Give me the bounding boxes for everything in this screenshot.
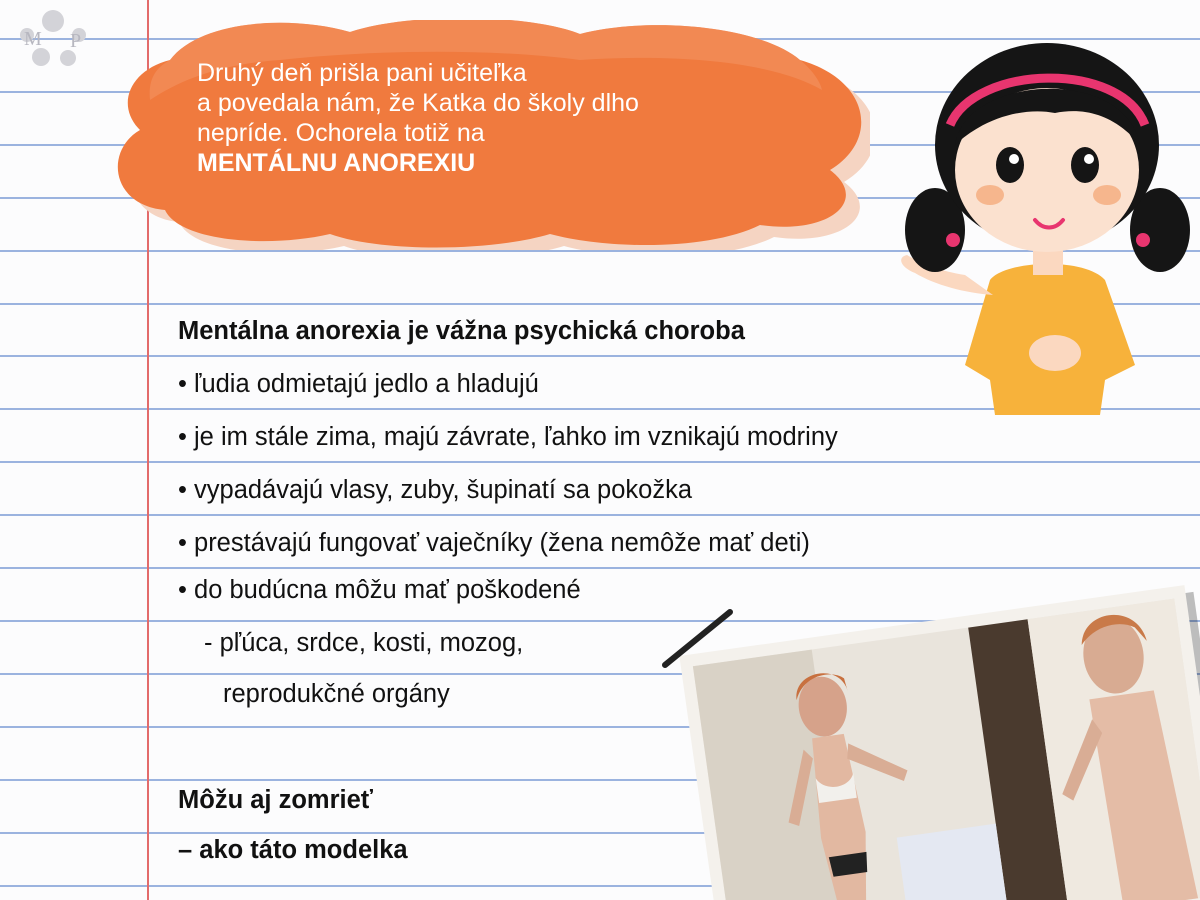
logo-letter-m: M: [24, 28, 42, 50]
bubble-line-1: Druhý deň prišla pani učiteľka: [197, 59, 527, 87]
closing-line: Môžu aj zomrieť: [178, 786, 373, 814]
mp-logo: [14, 10, 94, 72]
bullet-item: • prestávajú fungovať vaječníky (žena nemôže mať deti): [178, 529, 810, 557]
bubble-line-2: a povedala nám, že Katka do školy dlho: [197, 89, 639, 117]
model-photo: [655, 560, 1200, 900]
bubble-line-4: MENTÁLNU ANOREXIU: [197, 149, 476, 177]
bubble-text: [197, 58, 797, 178]
sub-line: - pľúca, srdce, kosti, mozog,: [204, 629, 524, 657]
ruled-line: [0, 461, 1200, 463]
bullet-item: • ľudia odmietajú jedlo a hladujú: [178, 370, 539, 398]
heading: Mentálna anorexia je vážna psychická choroba: [178, 317, 745, 345]
bullet-item: • je im stále zima, majú závrate, ľahko im vznikajú modriny: [178, 423, 838, 451]
bubble-line-3: nepríde. Ochorela totiž na: [197, 119, 485, 147]
bullet-item: • vypadávajú vlasy, zuby, šupinatí sa pokožka: [178, 476, 693, 504]
cartoon-girl-illustration: [895, 35, 1200, 415]
logo-letter-p: P: [70, 30, 82, 52]
ruled-line: [0, 514, 1200, 516]
closing-line: – ako táto modelka: [178, 836, 408, 864]
sub-line: reprodukčné orgány: [223, 680, 450, 708]
bullet-item: • do budúcna môžu mať poškodené: [178, 576, 581, 604]
